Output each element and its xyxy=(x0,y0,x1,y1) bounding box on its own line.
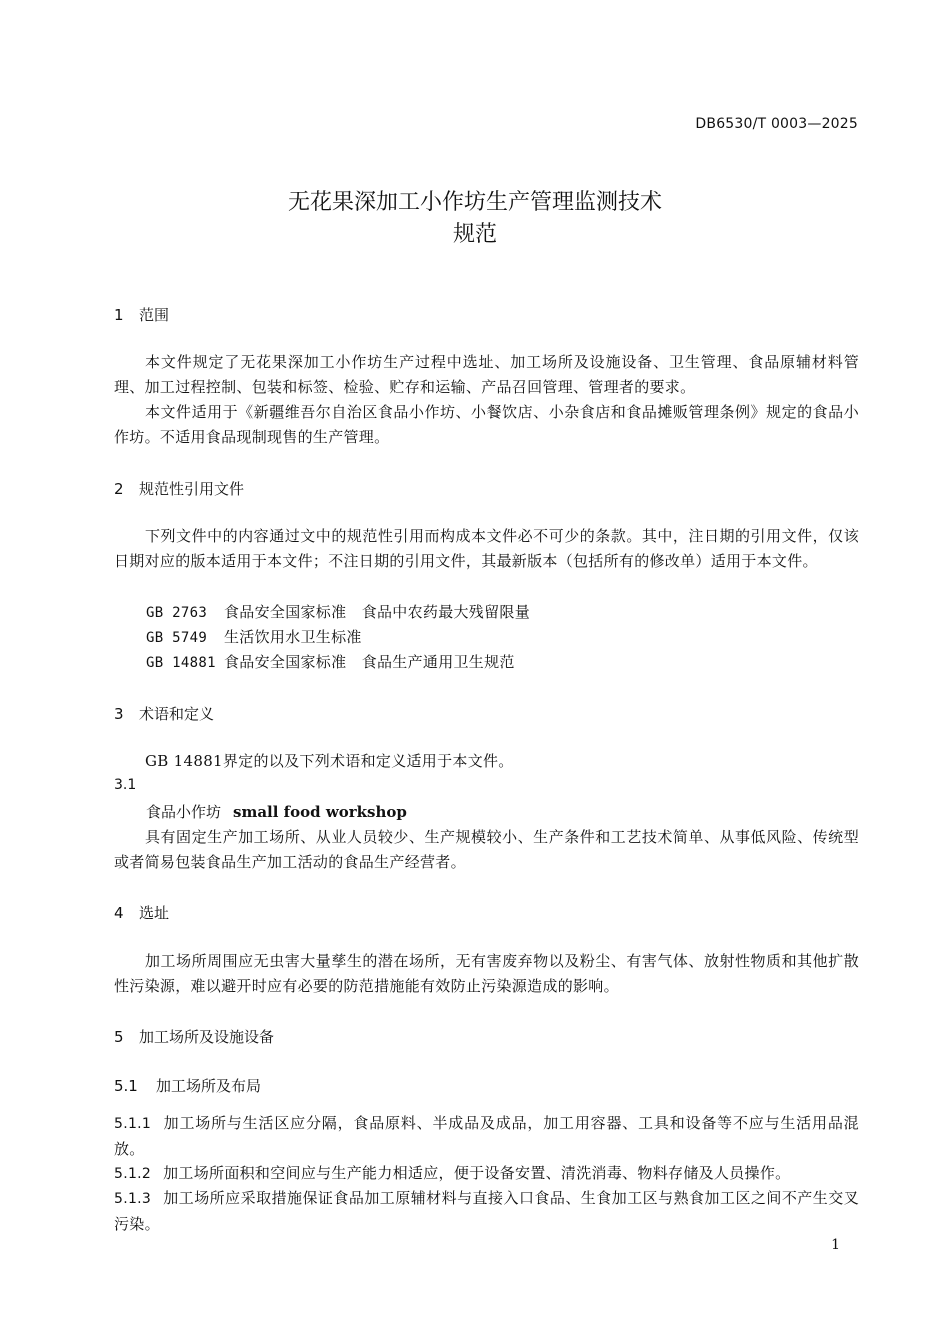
page-number: 1 xyxy=(831,1237,840,1253)
clause-text: 加工场所应采取措施保证食品加工原辅材料与直接入口食品、生食加工区与熟食加工区之间不产生交叉污染。 xyxy=(114,1189,859,1233)
section-2-heading xyxy=(114,478,244,499)
reference-title: 食品安全国家标准 食品中农药最大残留限量 xyxy=(224,603,531,621)
section-number: 1 xyxy=(114,306,124,324)
section-number: 4 xyxy=(114,904,124,922)
term-entry xyxy=(146,801,407,822)
reference-title: 生活饮用水卫生标准 xyxy=(224,628,362,646)
reference-code: GB 5749 xyxy=(146,630,208,646)
section-title: 规范性引用文件 xyxy=(139,480,245,498)
reference-item xyxy=(146,601,530,622)
term-english: small food workshop xyxy=(233,803,407,821)
terms-intro-paragraph: GB 14881界定的以及下列术语和定义适用于本文件。 xyxy=(145,752,514,770)
section-title: 术语和定义 xyxy=(139,705,215,723)
clause-number: 5.1.1 xyxy=(114,1116,152,1132)
clause-number: 5.1.3 xyxy=(114,1191,152,1207)
section-5-heading xyxy=(114,1026,274,1047)
section-3-heading xyxy=(114,703,214,724)
term-definition: 具有固定生产加工场所、从业人员较少、生产规模较小、生产条件和工艺技术简单、从事低风险、传统型或者简易包装食品生产加工活动的食品生产经营者。 xyxy=(114,828,859,871)
section-title: 范围 xyxy=(139,306,170,324)
term-number: 3.1 xyxy=(114,777,137,793)
scope-paragraph-1: 本文件规定了无花果深加工小作坊生产过程中选址、加工场所及设施设备、卫生管理、食品原辅材料管理、加工过程控制、包装和标签、检验、贮存和运输、产品召回管理、管理者的要求。 xyxy=(114,353,859,396)
reference-code: GB 14881 xyxy=(146,655,216,671)
standard-code: DB6530/T 0003—2025 xyxy=(695,116,858,132)
section-title: 选址 xyxy=(139,904,170,922)
scope-paragraph-2: 本文件适用于《新疆维吾尔自治区食品小作坊、小餐饮店、小杂食店和食品摊贩管理条例》规定的食品小作坊。不适用食品现制现售的生产管理。 xyxy=(114,403,859,446)
clause-5-1-1 xyxy=(114,1111,859,1162)
document-title-line-2: 规范 xyxy=(452,222,497,247)
references-intro-paragraph: 下列文件中的内容通过文中的规范性引用而构成本文件必不可少的条款。其中，注日期的引用文件，仅该日期对应的版本适用于本文件；不注日期的引用文件，其最新版本（包括所有的修改单）适用于本文件。 xyxy=(114,527,859,570)
section-title: 加工场所及设施设备 xyxy=(139,1028,275,1046)
reference-title: 食品安全国家标准 食品生产通用卫生规范 xyxy=(224,653,515,671)
clause-number: 5.1.2 xyxy=(114,1166,152,1182)
term-chinese: 食品小作坊 xyxy=(146,803,222,821)
reference-item xyxy=(146,626,362,647)
clause-text: 加工场所与生活区应分隔，食品原料、半成品及成品，加工用容器、工具和设备等不应与生活用品混放。 xyxy=(114,1114,859,1158)
section-number: 3 xyxy=(114,705,124,723)
document-title-line-1: 无花果深加工小作坊生产管理监测技术 xyxy=(287,190,662,215)
clause-5-1-2 xyxy=(114,1161,859,1187)
subsection-5-1-heading xyxy=(114,1075,261,1096)
reference-item xyxy=(146,651,515,672)
section-number: 2 xyxy=(114,480,124,498)
clause-5-1-3 xyxy=(114,1186,859,1237)
site-selection-paragraph: 加工场所周围应无虫害大量孳生的潜在场所，无有害废弃物以及粉尘、有害气体、放射性物质和其他扩散性污染源，难以避开时应有必要的防范措施能有效防止污染源造成的影响。 xyxy=(114,952,859,995)
subsection-number: 5.1 xyxy=(114,1077,138,1095)
subsection-title: 加工场所及布局 xyxy=(156,1077,262,1095)
section-4-heading xyxy=(114,902,169,923)
section-1-heading xyxy=(114,304,169,325)
reference-code: GB 2763 xyxy=(146,605,208,621)
clause-text: 加工场所面积和空间应与生产能力相适应，便于设备安置、清洗消毒、物料存储及人员操作。 xyxy=(163,1164,791,1182)
section-number: 5 xyxy=(114,1028,124,1046)
